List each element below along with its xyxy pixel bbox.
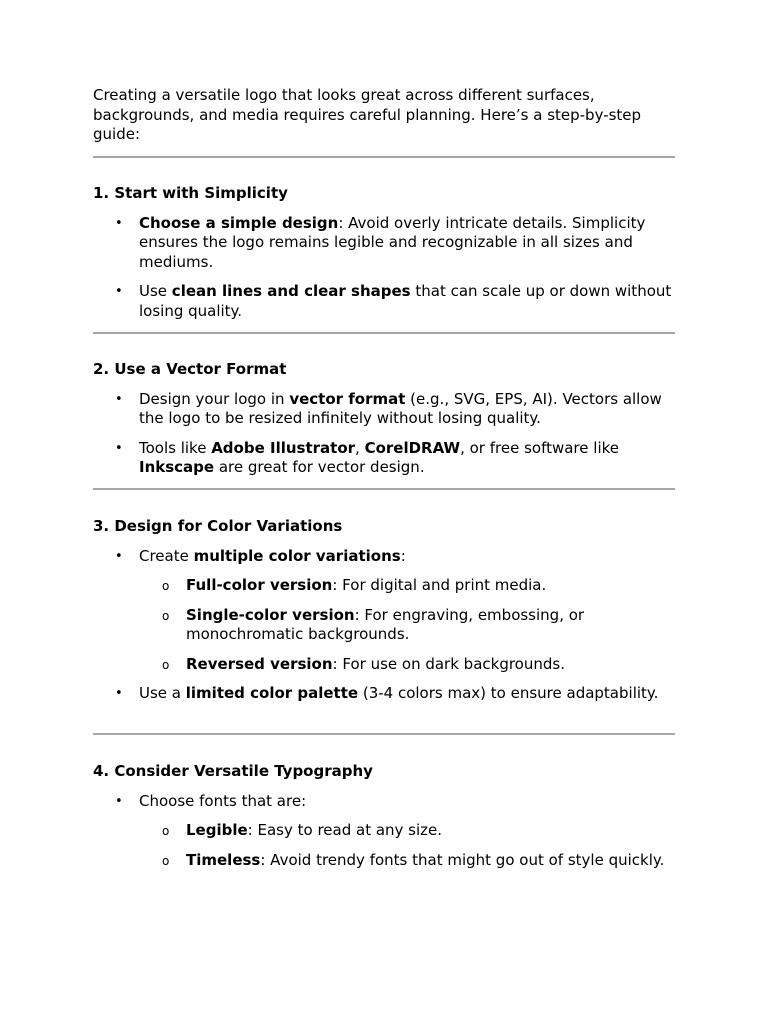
- bullet-icon: •: [115, 284, 123, 299]
- bullet-icon: •: [115, 215, 123, 231]
- sub-bullet-list: [93, 821, 675, 870]
- section-1: [93, 184, 675, 321]
- divider: [93, 733, 675, 735]
- sub-bullet-list: [93, 576, 675, 674]
- divider: [93, 156, 675, 158]
- circle-bullet-icon: o: [162, 853, 170, 868]
- list-item: • Create multiple color variations: o Full-color version: For digital and print media. o Single-color version: For engraving, embossing, or monochromatic backgrounds. o Reversed version: For use on dark backgrounds.: [93, 547, 675, 675]
- bullet-icon: •: [115, 686, 123, 701]
- section-heading: 3. Design for Color Variations: [93, 517, 343, 535]
- bullet-icon: •: [115, 548, 123, 564]
- divider: [93, 332, 675, 334]
- circle-bullet-icon: o: [162, 608, 170, 623]
- bullet-icon: •: [115, 391, 123, 407]
- bullet-list: [93, 390, 675, 478]
- sub-list-item: o Full-color version: For digital and print media.: [139, 576, 675, 596]
- bullet-icon: •: [115, 793, 123, 809]
- bullet-list: [93, 214, 675, 322]
- list-item: • Use clean lines and clear shapes that can scale up or down without losing quality.: [115, 282, 672, 320]
- bullet-list: [93, 792, 675, 871]
- list-item: • Tools like Adobe Illustrator, CorelDRAW, or free software like Inkscape are great for vector design.: [115, 438, 619, 476]
- sub-list-item: o Timeless: Avoid trendy fonts that might go out of style quickly.: [139, 851, 675, 871]
- section-2: [93, 360, 675, 478]
- divider: [93, 488, 675, 490]
- section-heading: 4. Consider Versatile Typography: [93, 762, 373, 780]
- list-item: • Choose fonts that are: o Legible: Easy to read at any size. o Timeless: Avoid trendy fonts that might go out of style quickly.: [93, 792, 675, 871]
- list-item: • Design your logo in vector format (e.g., SVG, EPS, AI). Vectors allow the logo to be resized infinitely without losing quality.: [115, 389, 662, 427]
- sub-list-item: o Legible: Easy to read at any size.: [139, 821, 675, 841]
- section-3: [93, 517, 675, 704]
- section-4: [93, 762, 675, 870]
- bullet-icon: •: [115, 440, 123, 456]
- document-body: [93, 86, 675, 869]
- circle-bullet-icon: o: [162, 657, 170, 672]
- circle-bullet-icon: o: [162, 579, 170, 593]
- circle-bullet-icon: o: [162, 824, 170, 838]
- intro-paragraph: Creating a versatile logo that looks great across different surfaces, backgrounds, and media requires careful planning. Here’s a step-by-step guide:: [93, 86, 642, 143]
- section-heading: 2. Use a Vector Format: [93, 360, 287, 378]
- section-heading: 1. Start with Simplicity: [93, 184, 288, 202]
- list-item: • Choose a simple design: Avoid overly intricate details. Simplicity ensures the logo remains legible and recognizable in all sizes and mediums.: [115, 213, 646, 271]
- list-item: • Use a limited color palette (3-4 colors max) to ensure adaptability.: [115, 684, 659, 702]
- sub-list-item: o Reversed version: For use on dark backgrounds.: [139, 655, 675, 675]
- bullet-list: [93, 547, 675, 704]
- sub-list-item: o Single-color version: For engraving, embossing, or monochromatic backgrounds.: [162, 605, 585, 643]
